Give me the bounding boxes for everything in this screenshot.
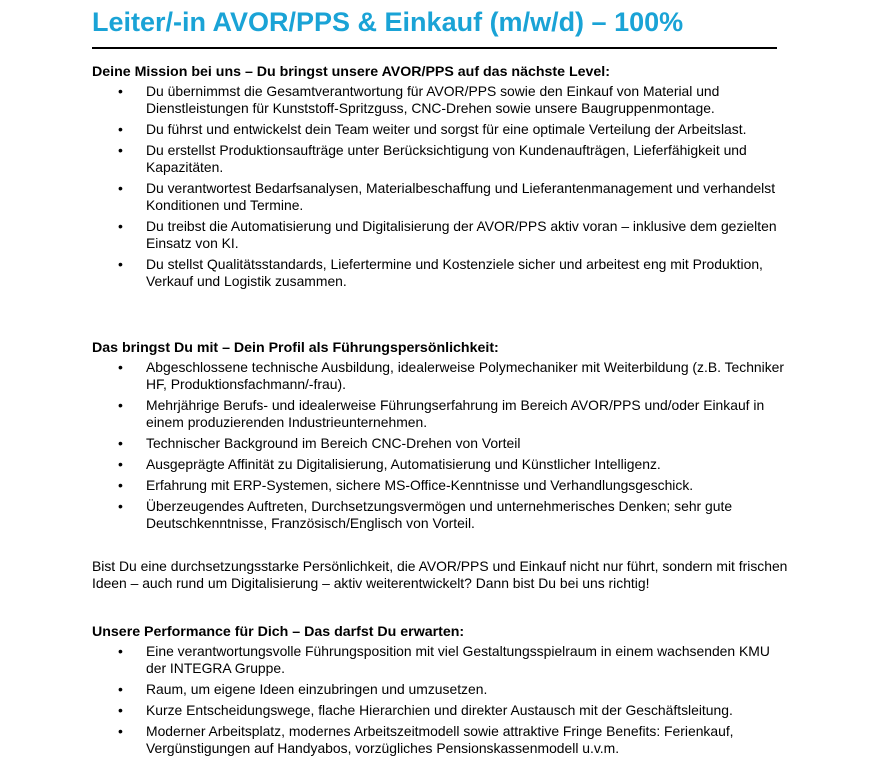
- section-heading: Deine Mission bei uns – Du bringst unsere AVOR/PPS auf das nächste Level:: [92, 64, 610, 80]
- bullet-icon: •: [118, 435, 123, 451]
- bullet-icon: •: [118, 477, 123, 493]
- list-item: • Abgeschlossene technische Ausbildung, idealerweise Polymechaniker mit Weiterbildung (z.B. Techniker HF, Produktionsfachmann/-frau).: [118, 359, 785, 392]
- section-heading: Das bringst Du mit – Dein Profil als Führungspersönlichkeit:: [92, 340, 499, 356]
- list-item: • Raum, um eigene Ideen einzubringen und umzusetzen.: [118, 681, 488, 697]
- list-item: • Überzeugendes Auftreten, Durchsetzungsvermögen und unternehmerisches Denken; sehr gute Deutschkenntnisse, Französisch/Englisch von Vorteil.: [118, 498, 733, 531]
- bullet-list: [92, 643, 792, 757]
- list-item: • Ausgeprägte Affinität zu Digitalisierung, Automatisierung und Künstlicher Intelligenz.: [118, 456, 661, 472]
- bullet-icon: •: [118, 218, 123, 234]
- list-item: • Kurze Entscheidungswege, flache Hierarchien und direkter Austausch mit der Geschäftsleitung.: [118, 702, 733, 718]
- bullet-icon: •: [118, 83, 123, 99]
- bullet-icon: •: [118, 498, 123, 514]
- list-item: • Eine verantwortungsvolle Führungsposition mit viel Gestaltungsspielraum in einem wachsenden KMU der INTEGRA Gruppe.: [118, 643, 770, 676]
- bullet-icon: •: [118, 142, 123, 158]
- bullet-icon: •: [118, 681, 123, 697]
- list-item: • Moderner Arbeitsplatz, modernes Arbeitszeitmodell sowie attraktive Fringe Benefits: Ferienkauf, Vergünstigungen auf Handyabos, vorzügliches Pensionskassenmodell u.v.m.: [118, 723, 734, 756]
- list-item: • Erfahrung mit ERP-Systemen, sichere MS-Office-Kenntnisse und Verhandlungsgeschick.: [118, 477, 694, 493]
- bullet-icon: •: [118, 702, 123, 718]
- bullet-icon: •: [118, 456, 123, 472]
- section-heading: Unsere Performance für Dich – Das darfst Du erwarten:: [92, 624, 465, 640]
- list-item: • Technischer Background im Bereich CNC-Drehen von Vorteil: [118, 435, 521, 451]
- list-item: • Du verantwortest Bedarfsanalysen, Materialbeschaffung und Lieferantenmanagement und verhandelst Konditionen und Termine.: [118, 180, 776, 213]
- list-item: • Du führst und entwickelst dein Team weiter und sorgst für eine optimale Verteilung der Arbeitslast.: [118, 121, 747, 137]
- bullet-icon: •: [118, 723, 123, 739]
- job-title: Leiter/-in AVOR/PPS & Einkauf (m/w/d) – 100%: [92, 7, 684, 37]
- list-item: • Mehrjährige Berufs- und idealerweise Führungserfahrung im Bereich AVOR/PPS und/oder Einkauf in einem produzierenden Industrieunternehmen.: [118, 397, 765, 430]
- list-item: • Du übernimmst die Gesamtverantwortung für AVOR/PPS sowie den Einkauf von Material und Dienstleistungen für Kunststoff-Spritzguss, CNC-Drehen sowie unsere Baugruppenmontage.: [118, 83, 720, 116]
- bullet-icon: •: [118, 121, 123, 137]
- closing-paragraph: Bist Du eine durchsetzungsstarke Persönlichkeit, die AVOR/PPS und Einkauf nicht nur führt, sondern mit frischen Ideen – auch rund um Digitalisierung – aktiv weiterentwickelt? Dann bist Du bei uns richtig!: [92, 558, 788, 591]
- section-mission: [92, 64, 792, 294]
- section-profile: [92, 340, 792, 536]
- bullet-list: [92, 359, 792, 532]
- list-item: • Du treibst die Automatisierung und Digitalisierung der AVOR/PPS aktiv voran – inklusive dem gezielten Einsatz von KI.: [118, 218, 777, 251]
- bullet-icon: •: [118, 359, 123, 375]
- title-divider: [92, 47, 777, 49]
- bullet-icon: •: [118, 643, 123, 659]
- bullet-icon: •: [118, 256, 123, 272]
- bullet-icon: •: [118, 180, 123, 196]
- bullet-icon: •: [118, 397, 123, 413]
- section-benefits: [92, 624, 792, 761]
- list-item: • Du erstellst Produktionsaufträge unter Berücksichtigung von Kundenaufträgen, Lieferfähigkeit und Kapazitäten.: [118, 142, 747, 175]
- bullet-list: [92, 83, 792, 290]
- list-item: • Du stellst Qualitätsstandards, Liefertermine und Kostenziele sicher und arbeitest eng mit Produktion, Verkauf und Logistik zusammen.: [118, 256, 763, 289]
